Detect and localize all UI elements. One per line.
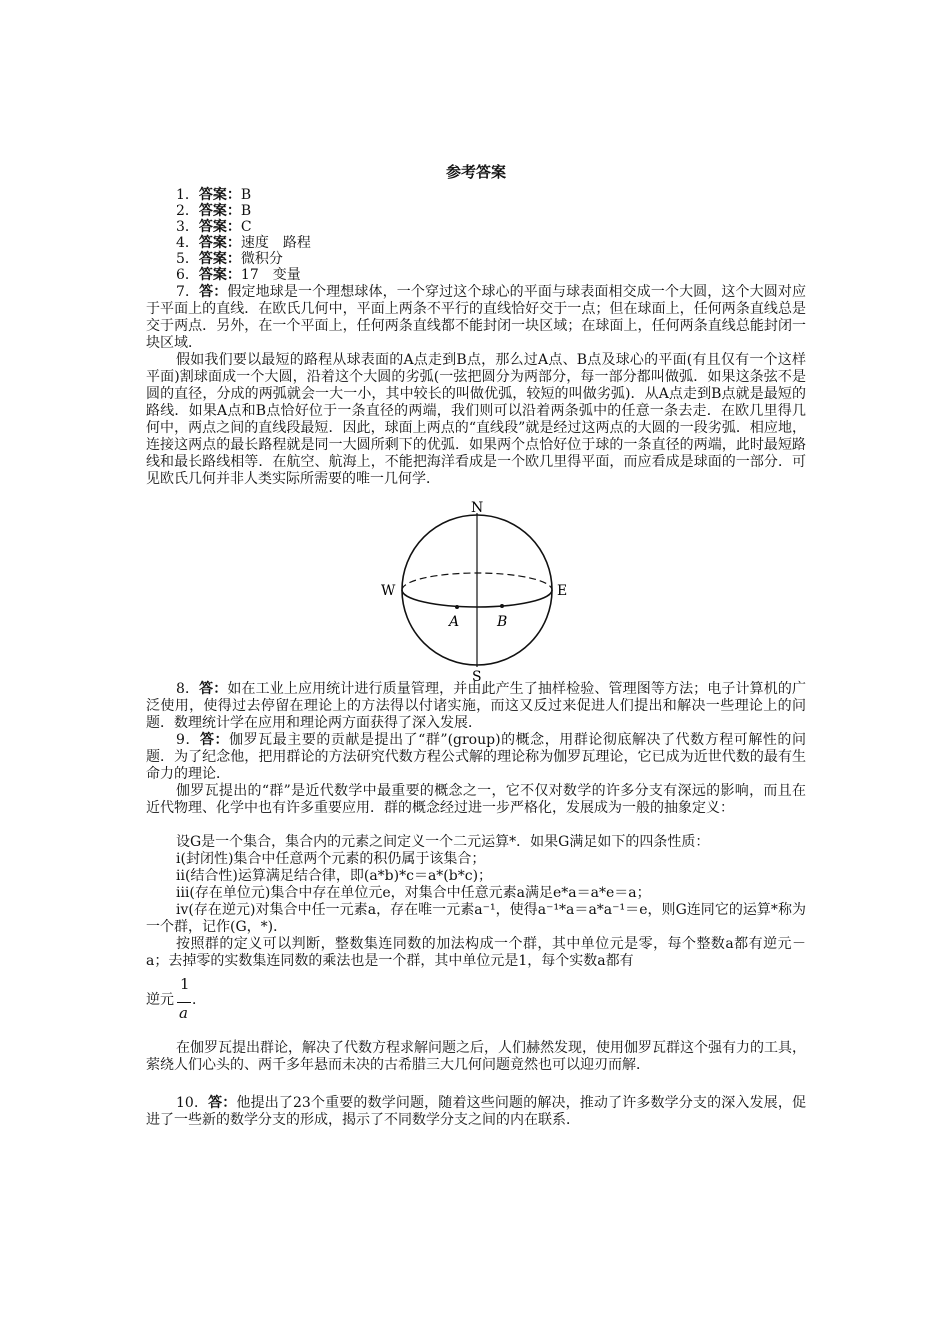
answer-label: 答案： [198, 235, 241, 251]
label-n: N [471, 500, 484, 516]
answer-9-paragraph-2: 伽罗瓦提出的“群”是近代数学中最重要的概念之一，它不仅对数学的许多分支有深远的影响，而且在近代物理、化学中也有许多重要应用．群的概念经过进一步严格化，发展成为一般的抽象定义： [146, 783, 806, 816]
answer-3 [176, 219, 252, 235]
question-number: 10． [176, 1095, 209, 1111]
answer-label: 答案： [198, 267, 241, 283]
property-closure: ⅰ(封闭性)集合中任意两个元素的积仍属于该集合； [176, 851, 486, 867]
question-number: 8． [176, 681, 200, 697]
question-number: 4． [176, 235, 199, 251]
property-inverse: ⅳ(存在逆元)对集合中任一元素a，存在唯一元素a⁻¹，使得a⁻¹*a＝a*a⁻¹＝e，则G连同它的运算*称为一个群，记作(G，*)． [146, 902, 806, 935]
answer-label: 答： [199, 681, 228, 697]
question-number: 9． [176, 732, 200, 748]
inverse-fraction-line [146, 970, 266, 1030]
fraction-denominator: a [179, 1004, 188, 1022]
answer-text: 伽罗瓦最主要的贡献是提出了“群”(group)的概念，用群论彻底解决了代数方程可解性的问题．为了纪念他，把用群论的方法研究代数方程公式解的理论称为伽罗瓦理论，它已成为近世代数的最有生命力的理论． [146, 732, 806, 782]
answer-4 [176, 235, 311, 251]
answer-text: 他提出了23个重要的数学问题，随着这些问题的解决，推动了许多数学分支的深入发展，促进了一些新的数学分支的形成，揭示了不同数学分支之间的内在联系． [146, 1095, 807, 1128]
answer-text: 假定地球是一个理想球体，一个穿过这个球心的平面与球表面相交成一个大圆，这个大圆对应于平面上的直线．在欧氏几何中，平面上两条不平行的直线恰好交于一点；但在球面上，任何两条直线总是交于两点．另外，在一个平面上，任何两条直线都不能封闭一块区域；在球面上，任何两条直线总能封闭一块区域． [146, 284, 806, 351]
fraction-numerator: 1 [180, 975, 190, 993]
question-number: 5． [176, 251, 199, 267]
point-a-dot [455, 605, 459, 609]
label-w: W [381, 583, 396, 599]
answer-7-paragraph-1 [146, 284, 806, 352]
label-b: B [497, 614, 508, 630]
answer-9-paragraph-1 [146, 732, 806, 783]
property-identity: ⅲ(存在单位元)集合中存在单位元e，对集合中任意元素a满足e*a＝a*e＝a； [176, 885, 651, 901]
answer-label: 答案： [198, 203, 241, 219]
fraction-end: ． [192, 992, 206, 1008]
answer-7-paragraph-2: 假如我们要以最短的路程从球表面的A点走到B点，那么过A点、B点及球心的平面(有且仅有一个这样平面)割球面成一个大圆，沿着这个大圆的劣弧(一弦把圆分为两部分，每一部分都叫做弧．如果这条弦不是圆的直径，分成的两弧就会一大一小，其中较长的叫做优弧，较短的叫做劣弧)．从A点走到B点就是最短的路线．如果A点和B点恰好位于一条直径的两端，我们则可以沿着两条弧中的任意一条去走．在欧几里得几何中，两点之间的直线段最短．因此，球面上两点的“直线段”就是经过这两点的大圆的一段劣弧．相应地，连接这两点的最长路程就是同一大圆所剩下的优弧．如果两个点恰好位于球的一条直径的两端，此时最短路线和最长路线相等．在航空、航海上，不能把海洋看成是一个欧几里得平面，而应看成是球面的一部分．可见欧氏几何并非人类实际所需要的唯一几何学． [146, 352, 806, 487]
property-associativity: ⅱ(结合性)运算满足结合律，即(a*b)*c＝a*(b*c)； [176, 868, 493, 884]
answer-2 [176, 203, 251, 219]
page-title: 参考答案 [445, 163, 506, 181]
label-e: E [557, 583, 568, 599]
inverse-label: 逆元 [146, 992, 174, 1008]
label-s: S [472, 669, 482, 685]
answer-value: 速度 路程 [240, 235, 311, 251]
answer-label: 答： [200, 732, 230, 748]
answer-label: 答： [199, 284, 228, 300]
question-number: 7． [176, 284, 200, 300]
answer-text: 如在工业上应用统计进行质量管理，并由此产生了抽样检验、管理图等方法；电子计算机的广泛使用，使得过去停留在理论上的方法得以付诸实施，而这又反过来促进人们提出和解决一些理论上的问题．数理统计学在应用和理论两方面获得了深入发展． [146, 681, 806, 731]
answer-10 [146, 1095, 806, 1129]
answer-9-paragraph-3: 设G是一个集合，集合内的元素之间定义一个二元运算*．如果G满足如下的四条性质： [176, 834, 710, 850]
answer-label: 答： [208, 1095, 237, 1111]
answer-value: 17 变量 [240, 267, 301, 283]
answer-label: 答案： [198, 219, 241, 235]
question-number: 3． [176, 219, 199, 235]
answer-label: 答案： [198, 251, 241, 267]
question-number: 6． [176, 267, 199, 283]
answer-value: 微积分 [240, 251, 283, 267]
answer-value: C [240, 219, 252, 235]
answer-6 [176, 267, 301, 283]
answer-9-paragraph-4: 按照群的定义可以判断，整数集连同数的加法构成一个群，其中单位元是零，每个整数a都有逆元－a；去掉零的实数集连同数的乘法也是一个群，其中单位元是1，每个实数a都有 [146, 936, 806, 969]
label-a: A [449, 614, 460, 630]
question-number: 1． [176, 187, 199, 203]
answer-label: 答案： [198, 187, 241, 203]
answer-value: B [240, 203, 252, 219]
answer-9-paragraph-5: 在伽罗瓦提出群论，解决了代数方程求解问题之后，人们赫然发现，使用伽罗瓦群这个强有力的工具，萦绕人们心头的、两千多年悬而未决的古希腊三大几何问题竟然也可以迎刃而解． [146, 1040, 806, 1073]
sphere-diagram [374, 495, 584, 685]
answer-1 [176, 187, 251, 203]
point-b-dot [500, 604, 504, 608]
question-number: 2． [176, 203, 199, 219]
answer-value: B [240, 187, 252, 203]
answer-8 [146, 681, 806, 732]
answer-5 [176, 251, 283, 267]
fraction-bar [177, 1002, 191, 1003]
